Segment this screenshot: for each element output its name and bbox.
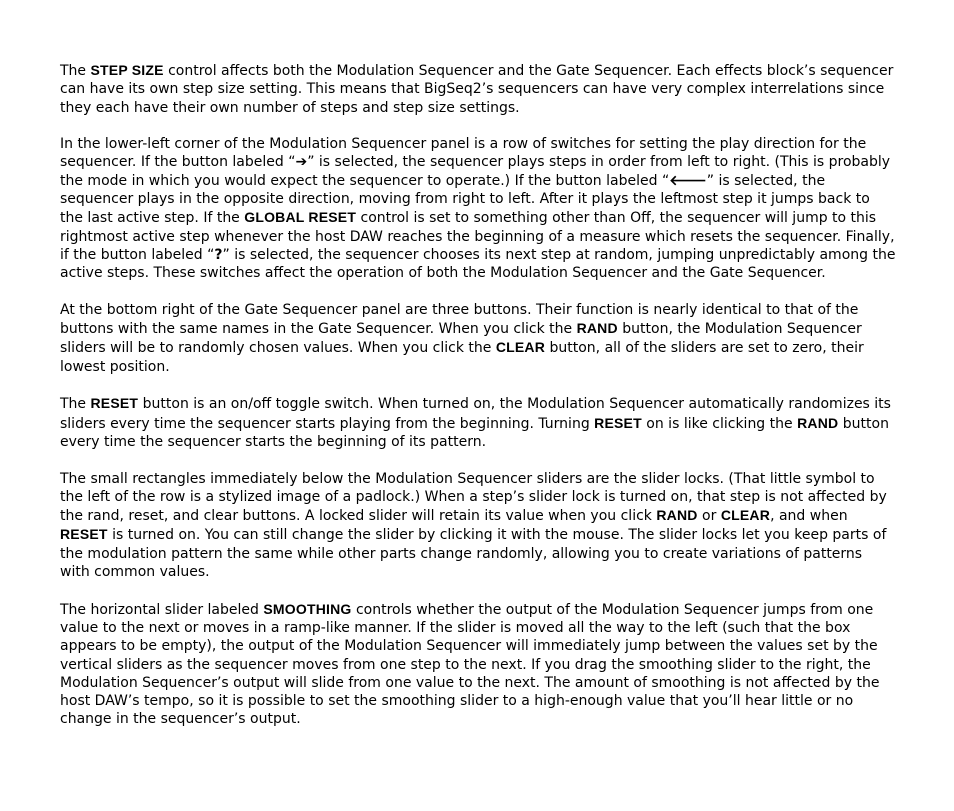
body-text: control is set to something other than Off, the sequencer will jump to this rightmost active step whenever the host DAW reaches the beginning of a measure which resets the sequencer. Finally, if the button labeled “ [60,210,895,263]
gate-buttons-paragraph [60,301,896,376]
control-name: RESET [60,526,108,543]
body-text: or [697,508,721,525]
body-text: button, the Modulation Sequencer sliders will be to randomly chosen values. When you click the [60,321,862,357]
step-size-paragraph [60,61,896,117]
control-name: RESET [594,414,642,431]
document-body [60,61,896,747]
play-direction-paragraph [60,135,896,282]
body-text: button is an on/off toggle switch. When turned on, the Modulation Sequencer automatically randomizes its sliders every time the sequencer starts playing from the beginning. Turning [60,396,891,432]
body-text: The [60,396,91,413]
control-name: SMOOTHING [263,600,352,617]
control-name: RAND [797,414,839,431]
body-text: , and when [770,508,848,525]
body-text: button, all of the sliders are set to zero, their lowest position. [60,340,864,375]
body-text: The [60,63,91,79]
control-name: CLEAR [720,507,771,524]
slider-locks-paragraph [60,470,896,582]
body-text: button every time the sequencer starts the beginning of its pattern. [60,415,889,450]
control-name: CLEAR [495,339,546,356]
body-text: on is like clicking the [641,415,798,432]
control-name: RESET [90,395,139,412]
body-text: control affects both the Modulation Sequencer and the Gate Sequencer. Each effects block’s sequencer can have its own step size setting. This means that BigSeq2’s sequencers can have very complex interrelations since they each have their own number of steps and step size settings. [60,63,894,116]
body-text: is turned on. You can still change the slider by clicking it with the mouse. The slider locks let you keep parts of the modulation pattern the same while other parts change randomly, allowing you to create variations of patterns with common values. [60,527,887,581]
control-name: STEP SIZE [90,62,164,78]
body-text: controls whether the output of the Modulation Sequencer jumps from one value to the next or moves in a ramp-like manner. If the slider is moved all the way to the left (such that the box appears to be empty), the output of the Modulation Sequencer will immediately jump between the values set by the vertical sliders as the sequencer moves from one step to the next. If you drag the smoothing slider to the right, the Modulation Sequencer’s output will slide from one value to the next. The amount of smoothing is not affected by the host DAW’s tempo, so it is possible to set the smoothing slider to a high-enough value that you’ll hear little or no change in the sequencer’s output. [60,601,880,728]
direction-symbol: ? [214,246,223,263]
smoothing-paragraph [60,600,896,729]
control-name: RAND [656,507,698,524]
body-text: At the bottom right of the Gate Sequencer panel are three buttons. Their function is nearly identical to that of the buttons with the same names in the Gate Sequencer. When you click the [60,301,859,338]
direction-symbol: 🡐 [669,172,707,189]
control-name: RAND [576,320,618,337]
body-text: ” is selected, the sequencer chooses its next step at random, jumping unpredictably among the active steps. These switches affect the operation of both the Modulation Sequencer and the Gate Sequencer. [60,246,896,282]
body-text: The small rectangles immediately below the Modulation Sequencer sliders are the slider locks. (That little symbol to the left of the row is a stylized image of a padlock.) When a step’s slider lock is turned on, that step is not affected by the rand, reset, and clear buttons. A locked slider will retain its value when you click [60,470,887,525]
control-name: GLOBAL RESET [244,209,357,226]
body-text: The horizontal slider labeled [60,601,264,618]
reset-toggle-paragraph [60,394,896,451]
body-text: In the lower-left corner of the Modulation Sequencer panel is a row of switches for setting the play direction for the sequencer. If the button labeled “ [60,136,867,171]
body-text: ” is selected, the sequencer plays in the opposite direction, moving from right to left. After it plays the leftmost step it jumps back to the last active step. If the [60,172,870,227]
direction-symbol: ➔ [295,154,308,171]
body-text: ” is selected, the sequencer plays steps in order from left to right. (This is probably the mode in which you would expect the sequencer to operate.) If the button labeled “ [60,154,891,189]
